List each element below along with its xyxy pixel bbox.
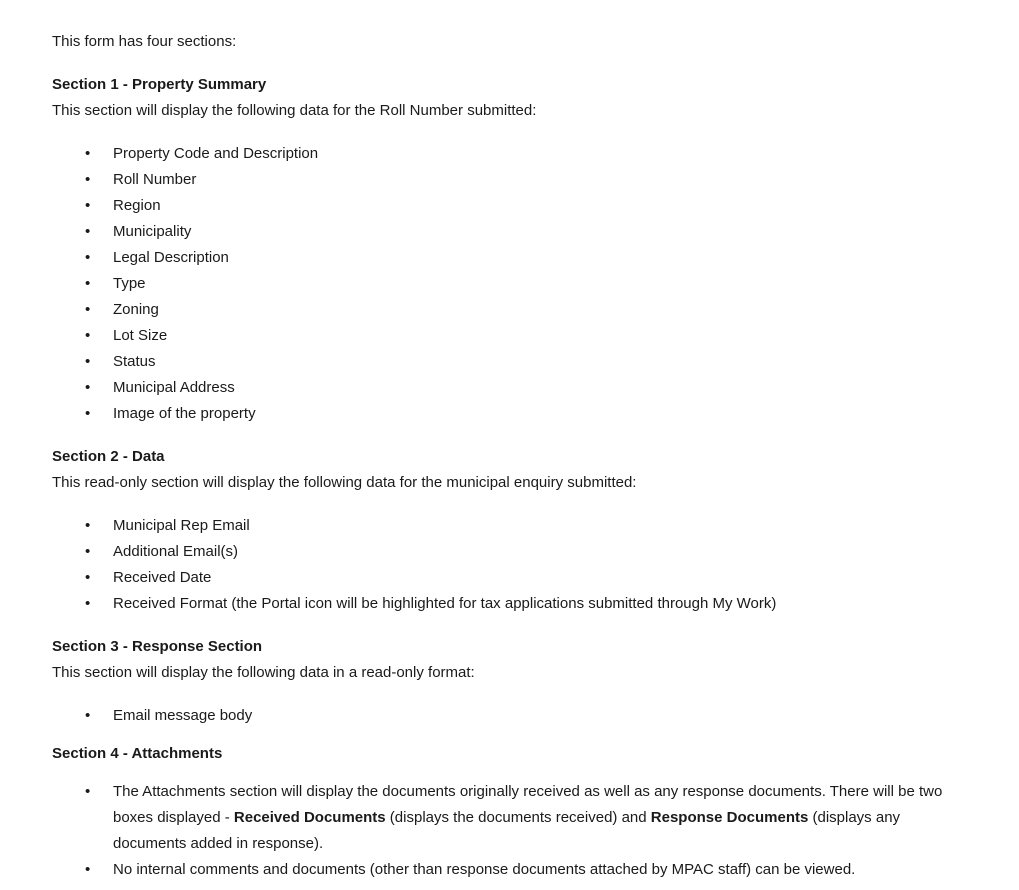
section-2-bullet-list xyxy=(52,513,1009,617)
bullet-item xyxy=(52,779,958,857)
bullet-item xyxy=(52,513,958,539)
bullet-text: Municipal Address xyxy=(113,379,235,396)
bullet-text: Image of the property xyxy=(113,405,256,422)
bullet-icon: • xyxy=(85,517,91,534)
bullet-icon: • xyxy=(85,275,91,292)
bullet-text: Status xyxy=(113,353,156,370)
bullet-icon: • xyxy=(85,569,91,586)
bullet-run: (displays the documents received) and xyxy=(385,809,651,826)
bullet-item xyxy=(52,349,958,375)
bullet-item xyxy=(52,297,958,323)
bullet-icon: • xyxy=(85,197,91,214)
bullet-icon: • xyxy=(85,595,91,612)
bullet-run: The Attachments section will display the documents originally received as well as any response documents. There will be two boxes displayed - xyxy=(113,783,943,826)
bullet-run-bold: Response Documents xyxy=(650,809,809,826)
section-1-bullet-list xyxy=(52,141,1009,427)
bullet-item xyxy=(52,401,958,427)
bullet-item xyxy=(52,375,958,401)
bullet-icon: • xyxy=(85,783,91,800)
bullet-text: Legal Description xyxy=(113,249,229,266)
bullet-text: Roll Number xyxy=(113,171,197,188)
section-attachments xyxy=(52,741,1009,883)
section-1-description: This section will display the following data for the Roll Number submitted: xyxy=(52,102,537,119)
bullet-text: Municipal Rep Email xyxy=(113,517,250,534)
bullet-text: Received Format (the Portal icon will be highlighted for tax applications submitted through My Work) xyxy=(113,595,777,612)
bullet-text: Municipality xyxy=(113,223,192,240)
bullet-item xyxy=(52,271,958,297)
section-3-description: This section will display the following data in a read-only format: xyxy=(52,664,475,681)
bullet-text: Email message body xyxy=(113,707,253,724)
bullet-item xyxy=(52,703,958,729)
bullet-icon: • xyxy=(85,327,91,344)
bullet-item xyxy=(52,245,958,271)
bullet-item xyxy=(52,141,958,167)
bullet-icon: • xyxy=(85,171,91,188)
bullet-icon: • xyxy=(85,223,91,240)
bullet-text: Property Code and Description xyxy=(113,145,319,162)
bullet-icon: • xyxy=(85,301,91,318)
bullet-text: Additional Email(s) xyxy=(113,543,239,560)
section-data xyxy=(52,444,1009,617)
bullet-text: Lot Size xyxy=(113,327,168,344)
bullet-icon: • xyxy=(85,405,91,422)
section-4-heading: Section 4 - Attachments xyxy=(52,745,223,762)
section-property-summary xyxy=(52,72,1009,427)
bullet-text: No internal comments and documents (other than response documents attached by MPAC staff) can be viewed. xyxy=(113,861,856,878)
section-2-heading: Section 2 - Data xyxy=(52,448,165,465)
bullet-item xyxy=(52,565,958,591)
section-1-heading: Section 1 - Property Summary xyxy=(52,76,267,93)
bullet-item xyxy=(52,591,958,617)
bullet-icon: • xyxy=(85,249,91,266)
bullet-run-bold: Received Documents xyxy=(233,809,386,826)
bullet-text: Type xyxy=(113,275,146,292)
bullet-text: Zoning xyxy=(113,301,159,318)
section-4-bullet-list xyxy=(52,779,1009,883)
bullet-text: Received Date xyxy=(113,569,212,586)
section-response xyxy=(52,634,1009,729)
bullet-icon: • xyxy=(85,353,91,370)
section-3-bullet-list xyxy=(52,703,1009,729)
section-3-heading: Section 3 - Response Section xyxy=(52,638,263,655)
bullet-icon: • xyxy=(85,379,91,396)
bullet-icon: • xyxy=(85,861,91,878)
section-2-description: This read-only section will display the following data for the municipal enquiry submitted: xyxy=(52,474,637,491)
intro-text: This form has four sections: xyxy=(52,33,237,50)
bullet-item xyxy=(52,193,958,219)
bullet-item xyxy=(52,539,958,565)
bullet-item xyxy=(52,167,958,193)
bullet-icon: • xyxy=(85,707,91,724)
bullet-icon: • xyxy=(85,145,91,162)
bullet-item xyxy=(52,323,958,349)
bullet-text-rich xyxy=(113,783,942,852)
bullet-run: (displays any documents added in response). xyxy=(113,809,901,852)
bullet-item xyxy=(52,219,958,245)
bullet-icon: • xyxy=(85,543,91,560)
bullet-item xyxy=(52,857,958,883)
bullet-text: Region xyxy=(113,197,161,214)
